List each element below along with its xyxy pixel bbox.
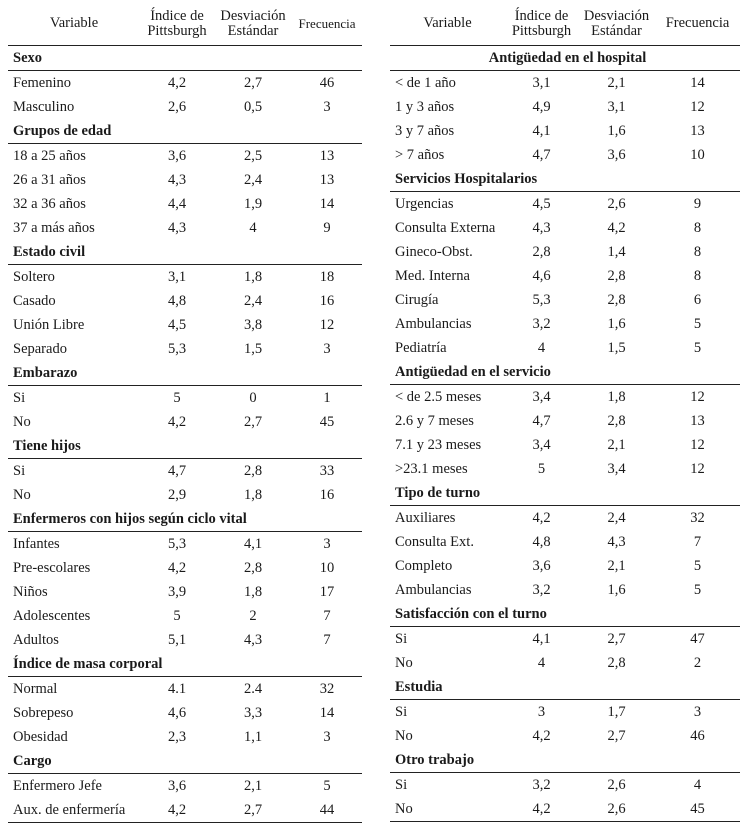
sd-cell: 4,3 (607, 533, 626, 550)
sd-cell: 2,1 (243, 777, 263, 794)
left-table (8, 2, 362, 823)
freq-header: Frecuencia (655, 2, 740, 46)
table-row (8, 725, 362, 749)
variable-cell: Infantes (13, 535, 60, 552)
group-title-row (390, 360, 740, 385)
index-cell: 3,6 (532, 557, 551, 574)
index-cell: 4,9 (532, 98, 551, 115)
index-cell: 4,1 (532, 122, 551, 139)
sd-cell: 1,8 (243, 583, 263, 600)
freq-cell: 3 (323, 340, 331, 357)
group-title-row (390, 167, 740, 192)
variable-cell: Aux. de enfermería (8, 798, 140, 823)
right-table-body (390, 46, 740, 822)
left-table-body (8, 46, 362, 823)
freq-cell: 17 (319, 583, 335, 600)
group-title: Enfermeros con hijos según ciclo vital (8, 507, 362, 532)
variable-cell: Urgencias (395, 195, 454, 212)
freq-cell: 3 (693, 703, 702, 720)
variable-cell: Consulta Ext. (395, 533, 474, 550)
index-cell: 3,4 (532, 388, 551, 405)
sd-cell: 2,7 (243, 413, 263, 430)
sd-cell: 3,1 (607, 98, 626, 115)
index-header (140, 2, 214, 46)
table-row (8, 71, 362, 96)
variable-cell: Adultos (13, 631, 59, 648)
table-row (390, 724, 740, 748)
sd-cell: 2,7 (607, 727, 626, 744)
variable-cell: Si (395, 776, 408, 793)
table-row (390, 95, 740, 119)
freq-cell: 13 (319, 171, 335, 188)
variable-cell: 18 a 25 años (13, 147, 86, 164)
index-cell: 4,6 (167, 704, 187, 721)
sd-cell: 0,5 (243, 98, 263, 115)
sd-cell: 2,5 (243, 147, 263, 164)
group-title: Antigüedad en el servicio (390, 360, 740, 385)
table-row (390, 700, 740, 725)
freq-cell: 14 (690, 74, 705, 91)
sd-header (578, 2, 655, 46)
group-title-row (390, 481, 740, 506)
table-row (8, 798, 362, 823)
index-cell: 2,9 (167, 486, 187, 503)
sd-cell: 1,9 (243, 195, 263, 212)
sd-cell: 2.4 (243, 680, 263, 697)
freq-cell: 9 (323, 219, 331, 236)
group-title: Satisfacción con el turno (390, 602, 740, 627)
variable-cell: Separado (13, 340, 67, 357)
table-row (8, 604, 362, 628)
freq-header: Frecuencia (292, 2, 362, 46)
sd-cell: 2,1 (607, 74, 626, 91)
group-title-row (8, 46, 362, 71)
index-cell: 4,2 (167, 559, 187, 576)
variable-cell: Si (13, 389, 26, 406)
right-table (390, 2, 740, 822)
index-cell: 2,8 (532, 243, 551, 260)
index-cell: 4,1 (532, 630, 551, 647)
index-cell: 4,2 (532, 727, 551, 744)
variable-cell: < de 2.5 meses (395, 388, 482, 405)
index-header (505, 2, 578, 46)
freq-cell: 3 (323, 728, 331, 745)
table-row (390, 797, 740, 822)
variable-cell: Pediatría (395, 339, 447, 356)
index-cell: 2,6 (167, 98, 187, 115)
table-row (390, 216, 740, 240)
freq-cell: 8 (693, 267, 702, 284)
table-row (8, 168, 362, 192)
table-row (390, 264, 740, 288)
group-title: Cargo (8, 749, 362, 774)
index-cell: 5 (537, 460, 546, 477)
variable-cell: Casado (13, 292, 56, 309)
index-cell: 4,3 (167, 171, 187, 188)
variable-cell: Obesidad (13, 728, 68, 745)
group-title: Servicios Hospitalarios (390, 167, 740, 192)
freq-cell: 44 (292, 798, 362, 823)
sd-cell: 1,1 (243, 728, 263, 745)
table-row (8, 410, 362, 434)
freq-cell: 10 (319, 559, 335, 576)
sd-cell: 4,1 (243, 535, 263, 552)
table-row (8, 677, 362, 702)
variable-cell: Si (395, 703, 408, 720)
index-cell: 3,9 (167, 583, 187, 600)
index-cell: 5,1 (167, 631, 187, 648)
table-row (390, 385, 740, 410)
variable-cell: Si (395, 630, 408, 647)
table-row (390, 240, 740, 264)
freq-cell: 13 (319, 147, 335, 164)
index-cell: 4 (537, 654, 546, 671)
variable-cell: Niños (13, 583, 48, 600)
table-row (8, 313, 362, 337)
freq-cell: 46 (319, 74, 335, 91)
table-row (8, 556, 362, 580)
index-cell: 4,2 (505, 797, 578, 822)
freq-cell: 9 (693, 195, 702, 212)
freq-cell: 5 (693, 557, 702, 574)
variable-cell: Cirugía (395, 291, 439, 308)
table-row (390, 457, 740, 481)
sd-cell: 2,8 (243, 462, 263, 479)
index-cell: 5,3 (167, 535, 187, 552)
group-title-row (8, 361, 362, 386)
sd-cell: 2,4 (607, 509, 626, 526)
sd-cell: 2,8 (607, 412, 626, 429)
freq-cell: 6 (693, 291, 702, 308)
variable-cell: 32 a 36 años (13, 195, 86, 212)
group-title-row (390, 675, 740, 700)
sd-cell: 2,8 (607, 291, 626, 308)
sd-cell: 2,8 (607, 654, 626, 671)
variable-cell: > 7 años (395, 146, 445, 163)
freq-cell: 12 (690, 436, 705, 453)
freq-cell: 18 (319, 268, 335, 285)
variable-cell: Masculino (13, 98, 75, 115)
sd-cell: 1,6 (607, 122, 626, 139)
variable-cell: 3 y 7 años (395, 122, 455, 139)
index-cell: 3,1 (167, 268, 187, 285)
group-title-row (8, 240, 362, 265)
sd-header-line-1: Desviación (220, 7, 286, 24)
group-title-row (8, 652, 362, 677)
freq-cell: 7 (323, 607, 331, 624)
freq-cell: 45 (655, 797, 740, 822)
table-row (8, 701, 362, 725)
header-row (390, 2, 740, 46)
variable-cell: 2.6 y 7 meses (395, 412, 474, 429)
freq-cell: 13 (690, 122, 705, 139)
table-row (390, 433, 740, 457)
table-row (390, 288, 740, 312)
index-cell: 4,8 (167, 292, 187, 309)
sd-cell: 1,8 (243, 486, 263, 503)
variable-cell: No (395, 727, 413, 744)
freq-cell: 5 (693, 315, 702, 332)
variable-cell: Enfermero Jefe (13, 777, 102, 794)
table-row (390, 336, 740, 360)
variable-cell: No (390, 797, 505, 822)
variable-cell: Consulta Externa (395, 219, 496, 236)
index-cell: 4,3 (167, 219, 187, 236)
variable-cell: Soltero (13, 268, 55, 285)
freq-cell: 3 (323, 98, 331, 115)
sd-cell: 1,5 (607, 339, 626, 356)
table-row (8, 192, 362, 216)
freq-cell: 7 (693, 533, 702, 550)
freq-cell: 47 (690, 630, 705, 647)
sd-header (214, 2, 292, 46)
freq-cell: 5 (323, 777, 331, 794)
index-cell: 3,2 (532, 315, 551, 332)
variable-cell: 1 y 3 años (395, 98, 455, 115)
freq-cell: 46 (690, 727, 705, 744)
variable-cell: Gineco-Obst. (395, 243, 473, 260)
table-row (390, 773, 740, 798)
sd-cell: 3,3 (243, 704, 263, 721)
group-title-row (8, 434, 362, 459)
freq-cell: 33 (319, 462, 335, 479)
group-title-row (390, 748, 740, 773)
group-title: Embarazo (8, 361, 362, 386)
index-cell: 4,7 (167, 462, 187, 479)
group-title: Antigüedad en el hospital (390, 46, 740, 71)
sd-cell: 2,6 (607, 776, 626, 793)
group-title-row (8, 749, 362, 774)
table-row (8, 289, 362, 313)
sd-header-line-2: Estándar (227, 22, 279, 39)
variable-cell: 26 a 31 años (13, 171, 86, 188)
table-row (8, 532, 362, 557)
variable-cell: < de 1 año (395, 74, 456, 91)
variable-cell: Ambulancias (395, 315, 472, 332)
index-header-line-2: Pittsburgh (511, 22, 572, 39)
index-cell: 5 (173, 607, 181, 624)
sd-cell: 2,4 (243, 171, 263, 188)
variable-cell: Ambulancias (395, 581, 472, 598)
variable-header: Variable (390, 2, 505, 46)
index-cell: 5,3 (532, 291, 551, 308)
sd-cell: 2,1 (607, 436, 626, 453)
table-row (8, 628, 362, 652)
variable-cell: Si (13, 462, 26, 479)
table-row (8, 216, 362, 240)
group-title: Otro trabajo (390, 748, 740, 773)
freq-cell: 8 (693, 243, 702, 260)
freq-cell: 5 (693, 339, 702, 356)
variable-cell: Med. Interna (395, 267, 470, 284)
group-title-row (390, 46, 740, 71)
table-row (390, 627, 740, 652)
table-row (8, 265, 362, 290)
sd-cell: 2,7 (607, 630, 626, 647)
sd-cell: 0 (249, 389, 257, 406)
sd-cell: 1,7 (607, 703, 626, 720)
table-row (390, 530, 740, 554)
table-row (8, 144, 362, 169)
index-cell: 3 (537, 703, 546, 720)
index-cell: 3,6 (167, 147, 187, 164)
variable-cell: Sobrepeso (13, 704, 74, 721)
index-cell: 4,5 (167, 316, 187, 333)
group-title: Grupos de edad (8, 119, 362, 144)
index-cell: 3,2 (532, 581, 551, 598)
freq-cell: 12 (690, 98, 705, 115)
variable-cell: Pre-escolares (13, 559, 91, 576)
index-cell: 4,6 (532, 267, 551, 284)
table-row (390, 71, 740, 96)
sd-cell: 2,8 (607, 267, 626, 284)
variable-cell: No (395, 654, 413, 671)
index-cell: 4,3 (532, 219, 551, 236)
table-row (390, 651, 740, 675)
sd-cell: 2,4 (243, 292, 263, 309)
variable-cell: No (13, 486, 31, 503)
index-cell: 3,6 (167, 777, 187, 794)
group-title: Estudia (390, 675, 740, 700)
freq-cell: 32 (690, 509, 705, 526)
index-cell: 4 (537, 339, 546, 356)
variable-cell: Normal (13, 680, 58, 697)
table-row (8, 774, 362, 799)
variable-cell: >23.1 meses (395, 460, 468, 477)
sd-cell: 2,8 (243, 559, 263, 576)
table-row (8, 459, 362, 484)
variable-cell: Auxiliares (395, 509, 456, 526)
index-header-line-1: Índice de (150, 7, 204, 24)
sd-header-line-1: Desviación (583, 7, 650, 24)
table-row (390, 312, 740, 336)
group-title: Tipo de turno (390, 481, 740, 506)
variable-cell: Completo (395, 557, 453, 574)
sd-cell: 1,8 (607, 388, 626, 405)
variable-cell: Femenino (13, 74, 71, 91)
sd-cell: 2 (249, 607, 257, 624)
freq-cell: 5 (693, 581, 702, 598)
group-title: Tiene hijos (8, 434, 362, 459)
table-row (8, 386, 362, 411)
index-cell: 4.1 (167, 680, 187, 697)
variable-cell: Unión Libre (13, 316, 85, 333)
table-row (390, 409, 740, 433)
table-row (8, 95, 362, 119)
sd-cell: 3,4 (607, 460, 626, 477)
freq-cell: 16 (319, 486, 335, 503)
index-cell: 4,5 (532, 195, 551, 212)
sd-cell: 2,7 (243, 74, 263, 91)
sd-cell: 2,6 (578, 797, 655, 822)
table-row (390, 578, 740, 602)
index-cell: 5,3 (167, 340, 187, 357)
table-row (8, 483, 362, 507)
index-header-line-2: Pittsburgh (147, 22, 207, 39)
table-row (390, 119, 740, 143)
index-cell: 3,1 (532, 74, 551, 91)
index-cell: 4,7 (532, 146, 551, 163)
sd-cell: 1,6 (607, 315, 626, 332)
index-cell: 4,7 (532, 412, 551, 429)
table-row (390, 143, 740, 167)
freq-cell: 12 (690, 460, 705, 477)
table-row (390, 554, 740, 578)
freq-cell: 1 (323, 389, 331, 406)
freq-cell: 12 (319, 316, 335, 333)
sd-cell: 1,6 (607, 581, 626, 598)
index-cell: 2,3 (167, 728, 187, 745)
group-title: Estado civil (8, 240, 362, 265)
freq-cell: 45 (319, 413, 335, 430)
index-cell: 4,2 (140, 798, 214, 823)
variable-cell: Adolescentes (13, 607, 91, 624)
group-title: Índice de masa corporal (8, 652, 362, 677)
variable-cell: No (13, 413, 31, 430)
index-cell: 4,2 (532, 509, 551, 526)
freq-cell: 8 (693, 219, 702, 236)
freq-cell: 12 (690, 388, 705, 405)
table-row (8, 580, 362, 604)
index-cell: 4,2 (167, 413, 187, 430)
table-row (390, 192, 740, 217)
group-title-row (8, 507, 362, 532)
table-row (390, 506, 740, 531)
freq-cell: 14 (319, 195, 335, 212)
sd-cell: 1,8 (243, 268, 263, 285)
index-cell: 4,2 (167, 74, 187, 91)
index-header-line-1: Índice de (514, 7, 569, 24)
variable-header: Variable (8, 2, 140, 46)
freq-cell: 13 (690, 412, 705, 429)
sd-cell: 3,6 (607, 146, 626, 163)
sd-cell: 3,8 (243, 316, 263, 333)
sd-cell: 4,3 (243, 631, 263, 648)
group-title: Sexo (8, 46, 362, 71)
header-row (8, 2, 362, 46)
sd-cell: 2,6 (607, 195, 626, 212)
freq-cell: 16 (319, 292, 335, 309)
sd-cell: 4,2 (607, 219, 626, 236)
table-row (8, 337, 362, 361)
freq-cell: 10 (690, 146, 705, 163)
freq-cell: 3 (323, 535, 331, 552)
freq-cell: 7 (323, 631, 331, 648)
variable-cell: 37 a más años (13, 219, 95, 236)
freq-cell: 4 (693, 776, 702, 793)
group-title-row (390, 602, 740, 627)
freq-cell: 32 (319, 680, 335, 697)
index-cell: 4,8 (532, 533, 551, 550)
sd-cell: 2,7 (214, 798, 292, 823)
variable-cell: 7.1 y 23 meses (395, 436, 482, 453)
freq-cell: 14 (319, 704, 335, 721)
sd-header-line-2: Estándar (591, 22, 642, 39)
index-cell: 3,2 (532, 776, 551, 793)
sd-cell: 1,5 (243, 340, 263, 357)
index-cell: 5 (173, 389, 181, 406)
sd-cell: 4 (249, 219, 257, 236)
sd-cell: 2,1 (607, 557, 626, 574)
sd-cell: 1,4 (607, 243, 626, 260)
group-title-row (8, 119, 362, 144)
index-cell: 3,4 (532, 436, 551, 453)
freq-cell: 2 (693, 654, 702, 671)
index-cell: 4,4 (167, 195, 187, 212)
